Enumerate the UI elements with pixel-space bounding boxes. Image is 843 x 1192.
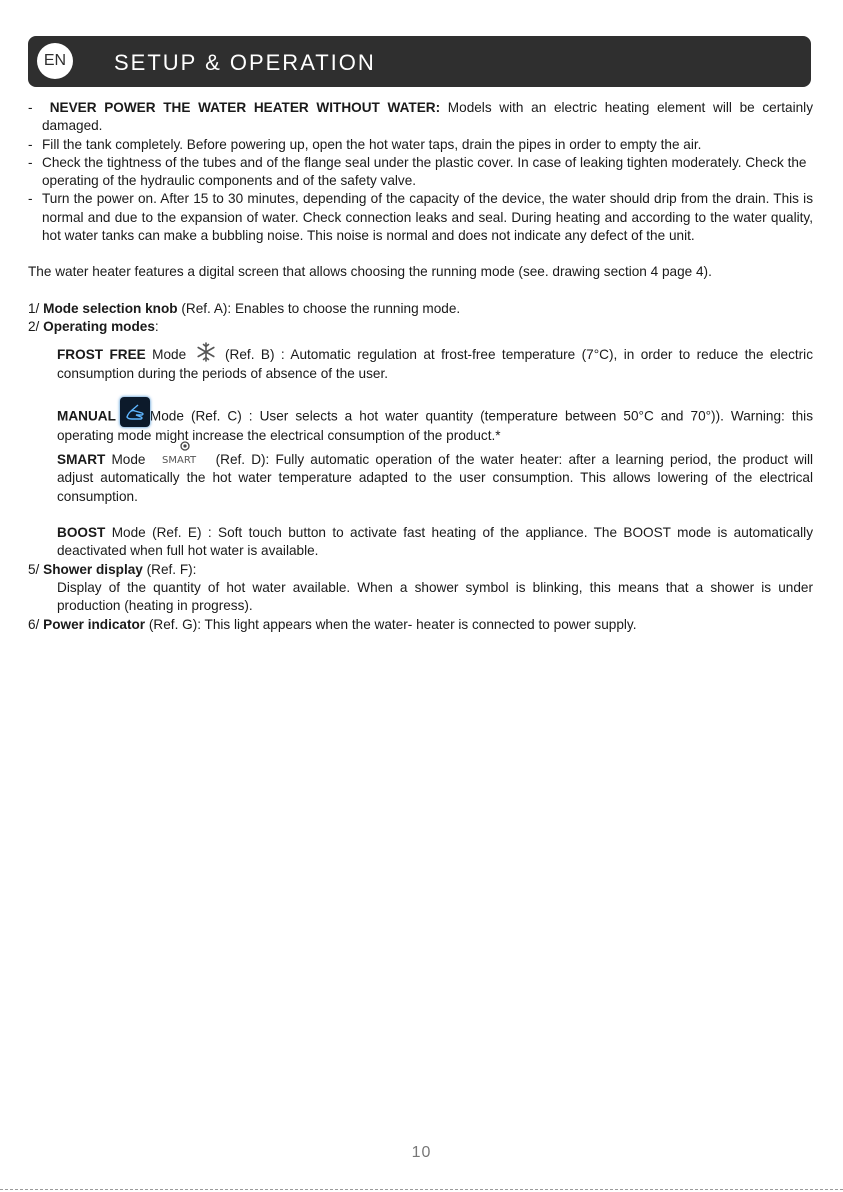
shower-description: Display of the quantity of hot water available. When a shower symbol is blinking, this means that a shower is under production (heating in progress). [57,579,813,614]
setup-bullet-list [28,99,813,245]
svg-text:SMART: SMART [161,454,196,466]
mode-frost-free: FROST FREE Mode (Ref. B) : Automatic regulation at frost-free temperature (7°C), in order to reduce the electric consumption during the periods of absence of the user. [28,346,813,383]
language-badge: EN [37,43,73,79]
bullet-text: Models with an electric heating element will be certainly damaged. [42,100,813,134]
bullet-text: Check the tightness of the tubes and of the flange seal under the plastic cover. In case of leaking tighten moderately. Check the operating of the hydraulic components and of the safety valve. [42,154,807,189]
snowflake-icon [196,342,216,362]
document-body [28,99,813,634]
bullet-text: Fill the tank completely. Before powering up, open the hot water taps, drain the pipes in order to empty the air. [42,136,702,152]
bullet-item: - NEVER POWER THE WATER HEATER WITHOUT WATER: Models with an electric heating element will be certainly damaged. [28,100,813,134]
intro-paragraph: The water heater features a digital screen that allows choosing the running mode (see. drawing section 4 page 4). [28,264,712,280]
item-shower-display: 5/ Shower display (Ref. F): [28,561,197,577]
bullet-item: - Turn the power on. After 15 to 30 minutes, depending of the capacity of the device, the water should drip from the drain. This is normal and due to the expansion of water. Check connection leaks and seal. During heating and according to the water quality, hot water tanks can make a bubbling noise. This noise is normal and does not indicate any defect of the unit. [28,191,813,244]
page-number: 10 [411,1144,432,1161]
mode-smart: SMART Mode SMART (Ref. D): Fully automatic operation of the water heater: after a learning period, the product will adjust automatically the hot water temperature adapted to the user consumption. This allows lowering of the electrical consumption. [28,451,813,506]
item-power-indicator: 6/ Power indicator (Ref. G): This light appears when the water- heater is connected to power supply. [28,616,637,632]
hand-icon [120,397,150,427]
mode-boost: BOOST Mode (Ref. E) : Soft touch button to activate fast heating of the appliance. The BOOST mode is automatically deactivated when full hot water is available. [57,525,813,559]
page-divider [0,1189,843,1190]
page-title: SETUP & OPERATION [114,50,376,75]
warning-bold: NEVER POWER THE WATER HEATER WITHOUT WATER: [49,100,441,115]
mode-manual: MANUAL Mode (Ref. C) : User selects a hot water quantity (temperature between 50°C and 70°)). Warning: this operating mode might increase the electrical consumption of the product.* [28,407,813,445]
bullet-text: Turn the power on. After 15 to 30 minutes, depending of the capacity of the device, the water should drip from the drain. This is normal and due to the expansion of water. Check connection leaks and seal. During heating and according to the water quality, hot water tanks can make a bubbling noise. This noise is normal and does not indicate any defect of the unit. [42,191,813,244]
item-operating-modes: 2/ Operating modes: [28,318,159,334]
section-header [28,36,811,87]
bullet-item: - Fill the tank completely. Before powering up, open the hot water taps, drain the pipes in order to empty the air. [28,136,702,152]
item-mode-knob: 1/ Mode selection knob (Ref. A): Enables to choose the running mode. [28,300,461,316]
smart-icon [160,441,210,467]
bullet-item: - Check the tightness of the tubes and of the flange seal under the plastic cover. In case of leaking tighten moderately. Check the operating of the hydraulic components and of the safety valve. [28,154,807,189]
